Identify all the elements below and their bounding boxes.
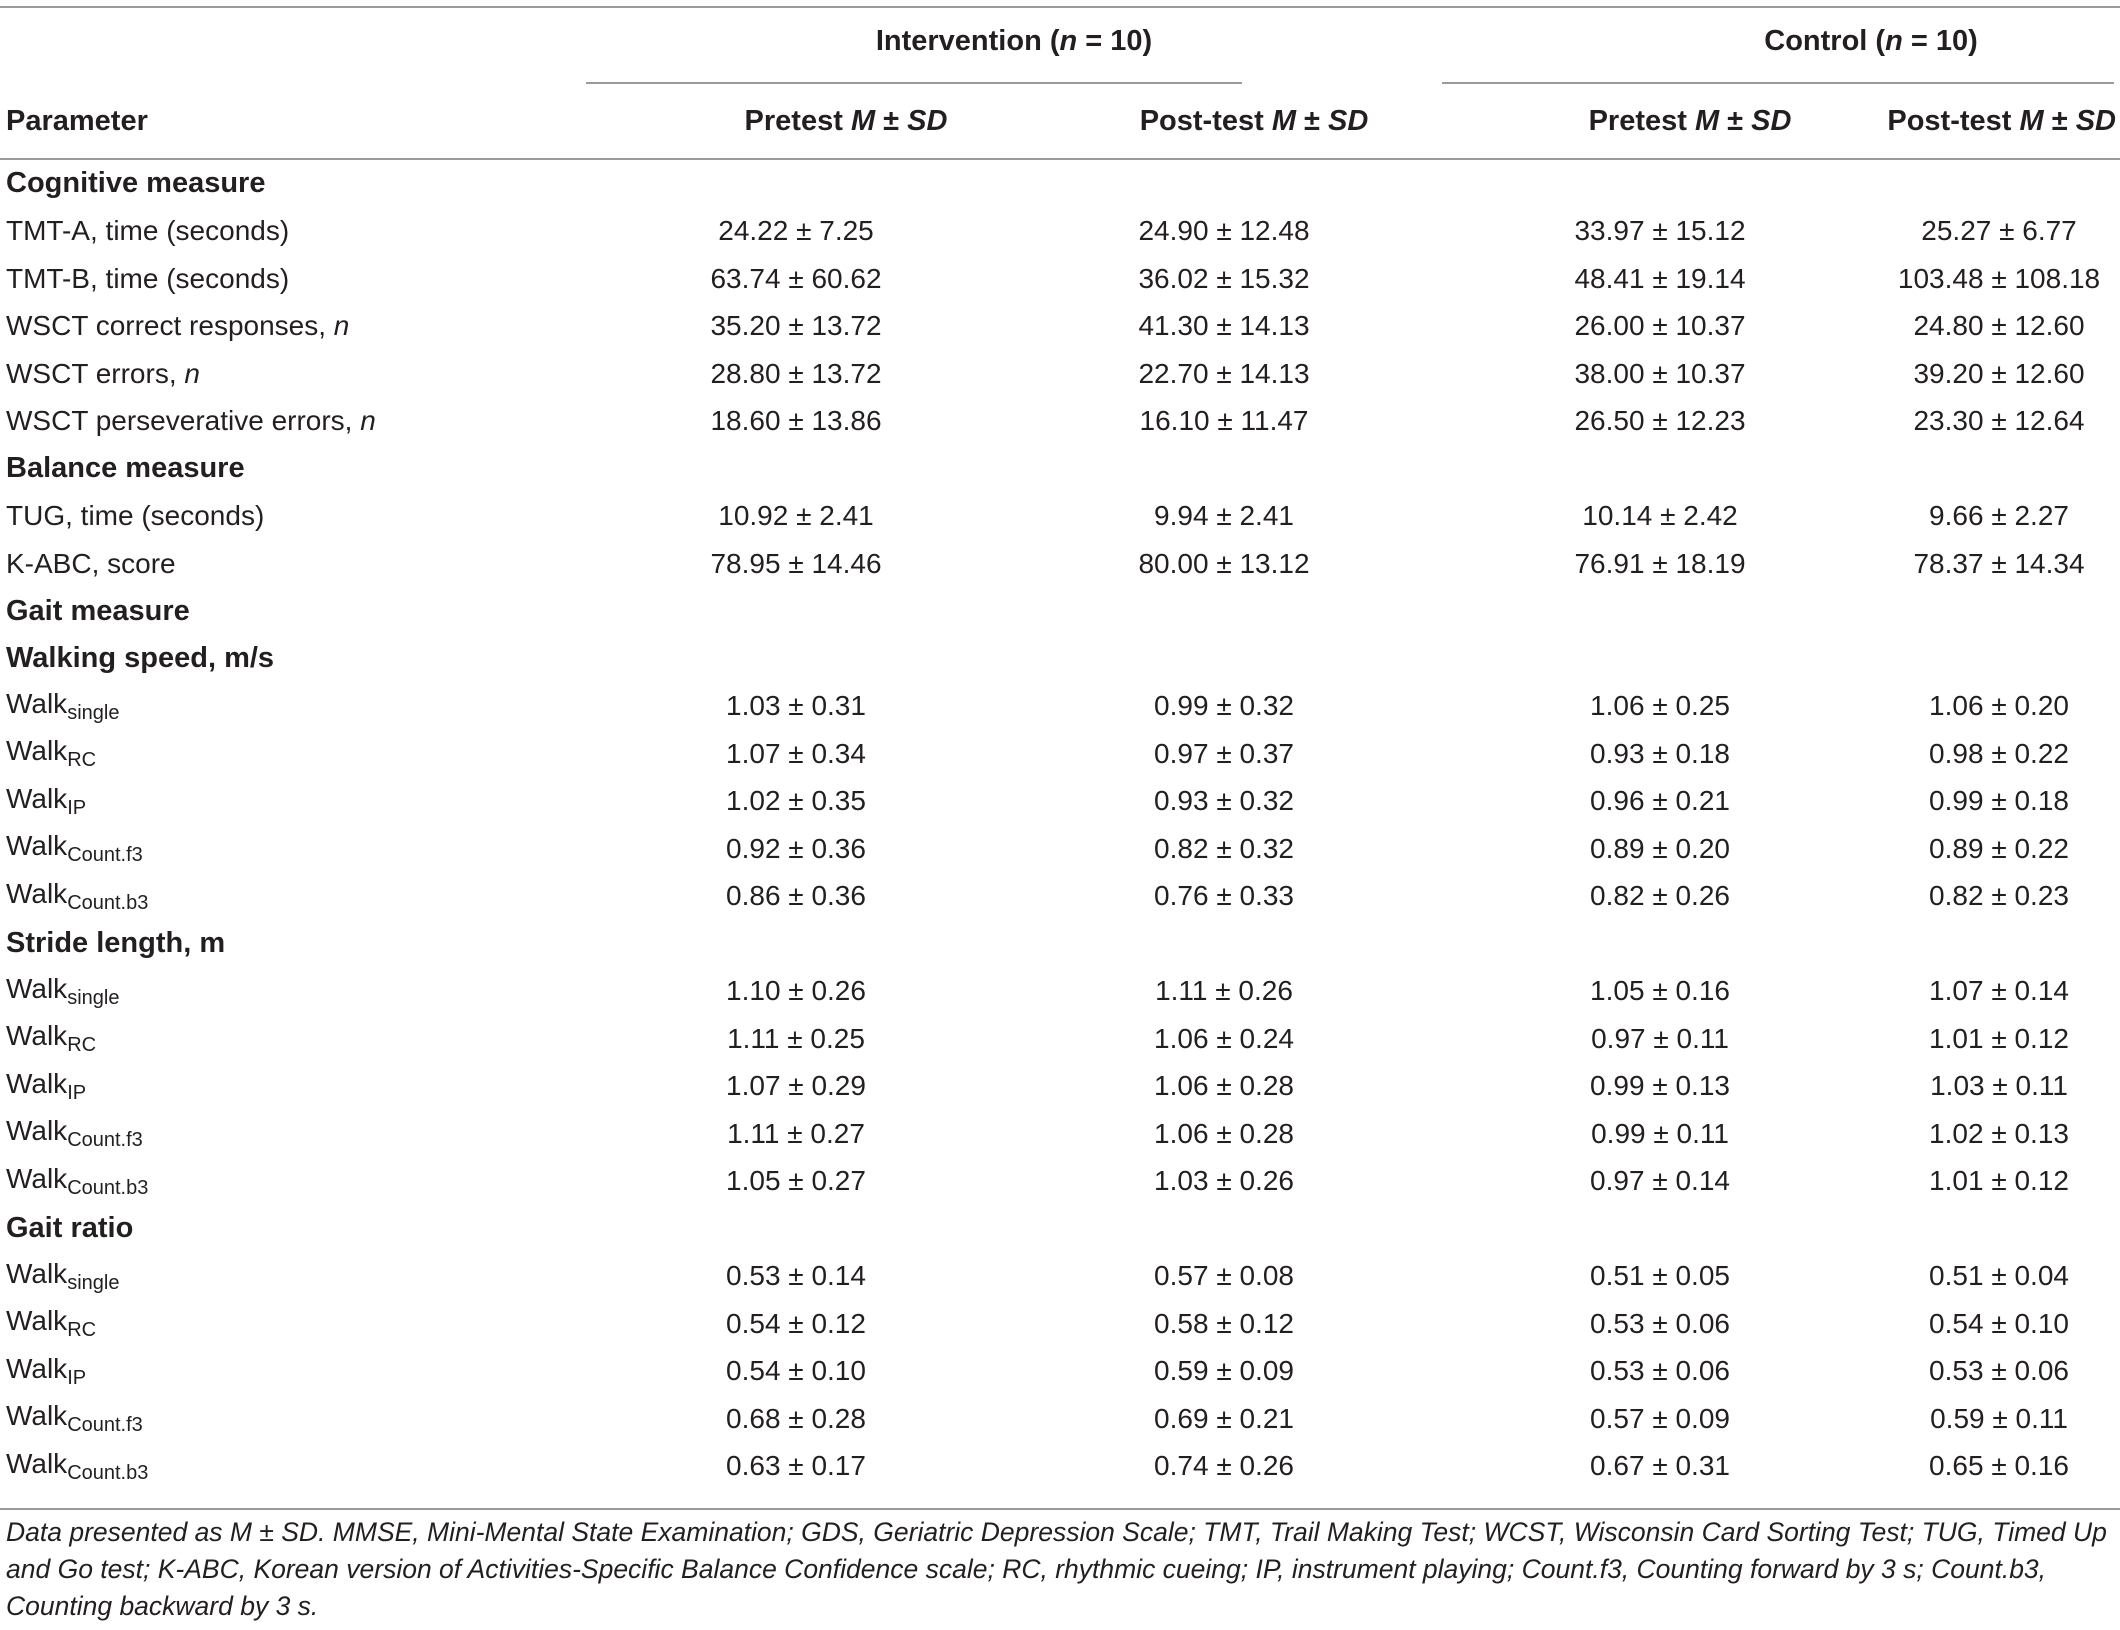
- table-row: [0, 350, 2120, 398]
- value-cell: 1.01 ± 0.12: [1929, 1022, 2069, 1054]
- parameter-cell: Walk$_{Count.b3}$: [6, 1447, 149, 1484]
- table-header: [0, 0, 2120, 160]
- condition-subscript: single: [67, 701, 120, 724]
- table-row: [0, 1158, 2120, 1206]
- condition-subscript: Count.f3: [67, 1414, 143, 1437]
- value-cell: 0.99 ± 0.13: [1590, 1070, 1730, 1102]
- table-row: [0, 825, 2120, 873]
- value-cell: 0.76 ± 0.33: [1154, 880, 1294, 912]
- parameter-cell: K-ABC, score: [6, 547, 176, 579]
- value-cell: 0.98 ± 0.22: [1929, 737, 2069, 769]
- table-row: [0, 873, 2120, 921]
- value-cell: 0.57 ± 0.08: [1154, 1260, 1294, 1292]
- column-header-row: [0, 82, 2120, 160]
- parameter-cell: Walk$_{IP}$: [6, 1352, 87, 1389]
- table-footnote: Data presented as M ± SD. MMSE, Mini-Mental State Examination; GDS, Geriatric Depression Scale; TMT, Trail Making Test; WCST, Wisconsin Card Sorting Test; TUG, Timed Up and Go test; K-ABC, Korean version of Activities-Specific Balance Confidence scale; RC, rhythmic cueing; IP, instrument playing; Count.f3, Counting forward by 3 s; Count.b3, Counting backward by 3 s.: [6, 1517, 2107, 1621]
- value-cell: 39.20 ± 12.60: [1913, 357, 2085, 389]
- parameter-cell: Walk$_{Count.f3}$: [6, 1115, 143, 1152]
- value-cell: 38.00 ± 10.37: [1574, 357, 1746, 389]
- section-row: [0, 635, 2120, 683]
- value-cell: 0.59 ± 0.11: [1930, 1402, 2068, 1434]
- value-cell: 0.57 ± 0.09: [1590, 1402, 1730, 1434]
- value-cell: 0.68 ± 0.28: [726, 1402, 866, 1434]
- value-cell: 22.70 ± 14.13: [1138, 357, 1310, 389]
- value-cell: 0.59 ± 0.09: [1154, 1355, 1294, 1387]
- section-label: Stride length, m: [6, 927, 226, 960]
- value-cell: 0.92 ± 0.36: [726, 832, 866, 864]
- group-control-header: Control (n = 10): [1764, 24, 1978, 57]
- table-row: [0, 968, 2120, 1016]
- value-cell: 23.30 ± 12.64: [1913, 405, 2085, 437]
- value-cell: 0.51 ± 0.04: [1929, 1260, 2069, 1292]
- table-row: [0, 303, 2120, 351]
- table-row: [0, 683, 2120, 731]
- value-cell: 1.07 ± 0.29: [726, 1070, 866, 1102]
- column-header-intervention-posttest: Post-test M ± SD: [1139, 104, 1369, 137]
- table-row: [0, 1110, 2120, 1158]
- value-cell: 0.93 ± 0.18: [1590, 737, 1730, 769]
- value-cell: 1.11 ± 0.26: [1155, 975, 1293, 1007]
- value-cell: 0.51 ± 0.05: [1590, 1260, 1730, 1292]
- value-cell: 80.00 ± 13.12: [1138, 547, 1310, 579]
- value-cell: 0.63 ± 0.17: [726, 1450, 866, 1482]
- value-cell: 0.96 ± 0.21: [1590, 785, 1730, 817]
- group-header-row: [0, 0, 2120, 82]
- value-cell: 24.80 ± 12.60: [1913, 310, 2085, 342]
- value-cell: 0.89 ± 0.20: [1590, 832, 1730, 864]
- value-cell: 1.10 ± 0.26: [726, 975, 866, 1007]
- condition-subscript: single: [67, 986, 120, 1009]
- value-cell: 0.53 ± 0.06: [1590, 1355, 1730, 1387]
- value-cell: 1.05 ± 0.27: [726, 1165, 866, 1197]
- value-cell: 78.37 ± 14.34: [1913, 547, 2085, 579]
- value-cell: 1.03 ± 0.26: [1154, 1165, 1294, 1197]
- value-cell: 0.54 ± 0.10: [1929, 1307, 2069, 1339]
- value-cell: 0.53 ± 0.06: [1590, 1307, 1730, 1339]
- condition-subscript: RC: [67, 749, 97, 772]
- value-cell: 1.05 ± 0.16: [1590, 975, 1730, 1007]
- value-cell: 26.50 ± 12.23: [1574, 405, 1746, 437]
- value-cell: 9.66 ± 2.27: [1929, 500, 2069, 532]
- section-row: [0, 588, 2120, 636]
- table-row: [0, 1253, 2120, 1301]
- table-row: [0, 730, 2120, 778]
- section-label: Gait measure: [6, 594, 190, 627]
- value-cell: 41.30 ± 14.13: [1138, 310, 1310, 342]
- parameter-cell: Walk$_{IP}$: [6, 782, 87, 819]
- table-row: [0, 1015, 2120, 1063]
- value-cell: 1.06 ± 0.28: [1154, 1117, 1294, 1149]
- condition-subscript: RC: [67, 1034, 97, 1057]
- condition-subscript: single: [67, 1271, 120, 1294]
- value-cell: 0.54 ± 0.12: [726, 1307, 866, 1339]
- value-cell: 1.11 ± 0.25: [727, 1022, 865, 1054]
- value-cell: 1.03 ± 0.31: [726, 690, 866, 722]
- section-row: [0, 445, 2120, 493]
- value-cell: 0.54 ± 0.10: [726, 1355, 866, 1387]
- table-row: [0, 778, 2120, 826]
- table-row: [0, 540, 2120, 588]
- value-cell: 1.11 ± 0.27: [727, 1117, 865, 1149]
- value-cell: 0.82 ± 0.23: [1929, 880, 2069, 912]
- section-row: [0, 920, 2120, 968]
- column-header-parameter: Parameter: [6, 104, 148, 137]
- value-cell: 1.02 ± 0.35: [726, 785, 866, 817]
- table-row: [0, 1443, 2120, 1491]
- value-cell: 0.99 ± 0.32: [1154, 690, 1294, 722]
- value-cell: 10.92 ± 2.41: [718, 500, 874, 532]
- value-cell: 35.20 ± 13.72: [710, 310, 882, 342]
- value-cell: 36.02 ± 15.32: [1138, 262, 1310, 294]
- value-cell: 0.97 ± 0.11: [1591, 1022, 1729, 1054]
- value-cell: 24.90 ± 12.48: [1138, 215, 1310, 247]
- column-header-intervention-pretest: Pretest M ± SD: [744, 104, 948, 137]
- value-cell: 1.02 ± 0.13: [1929, 1117, 2069, 1149]
- value-cell: 103.48 ± 108.18: [1897, 262, 2101, 294]
- parameter-cell: WSCT perseverative errors, n: [6, 405, 376, 437]
- value-cell: 1.06 ± 0.20: [1929, 690, 2069, 722]
- value-cell: 0.58 ± 0.12: [1154, 1307, 1294, 1339]
- value-cell: 0.89 ± 0.22: [1929, 832, 2069, 864]
- parameter-cell: Walk$_{single}$: [6, 972, 120, 1009]
- condition-subscript: IP: [67, 796, 87, 819]
- parameter-cell: TMT-A, time (seconds): [6, 215, 290, 247]
- value-cell: 1.07 ± 0.14: [1929, 975, 2069, 1007]
- bottom-rule: [0, 1508, 2120, 1510]
- value-cell: 33.97 ± 15.12: [1574, 215, 1746, 247]
- value-cell: 1.01 ± 0.12: [1929, 1165, 2069, 1197]
- section-label: Cognitive measure: [6, 167, 266, 200]
- empty-header-cell: [0, 0, 586, 82]
- value-cell: 28.80 ± 13.72: [710, 357, 882, 389]
- condition-subscript: IP: [67, 1366, 87, 1389]
- value-cell: 24.22 ± 7.25: [718, 215, 874, 247]
- value-cell: 0.99 ± 0.18: [1929, 785, 2069, 817]
- value-cell: 0.74 ± 0.26: [1154, 1450, 1294, 1482]
- parameter-cell: Walk$_{IP}$: [6, 1067, 87, 1104]
- value-cell: 1.06 ± 0.28: [1154, 1070, 1294, 1102]
- value-cell: 9.94 ± 2.41: [1154, 500, 1294, 532]
- value-cell: 48.41 ± 19.14: [1574, 262, 1746, 294]
- condition-subscript: IP: [67, 1081, 87, 1104]
- value-cell: 0.97 ± 0.14: [1590, 1165, 1730, 1197]
- table-row: [0, 1300, 2120, 1348]
- section-row: [0, 1205, 2120, 1253]
- parameter-cell: Walk$_{Count.b3}$: [6, 877, 149, 914]
- parameter-cell: TUG, time (seconds): [6, 500, 265, 532]
- value-cell: 1.07 ± 0.34: [726, 737, 866, 769]
- condition-subscript: Count.f3: [67, 844, 143, 867]
- table-row: [0, 1395, 2120, 1443]
- value-cell: 1.06 ± 0.24: [1154, 1022, 1294, 1054]
- section-label: Balance measure: [6, 452, 245, 485]
- parameter-cell: Walk$_{RC}$: [6, 735, 97, 772]
- table-row: [0, 208, 2120, 256]
- table-row: [0, 493, 2120, 541]
- value-cell: 10.14 ± 2.42: [1582, 500, 1738, 532]
- value-cell: 0.86 ± 0.36: [726, 880, 866, 912]
- value-cell: 76.91 ± 18.19: [1574, 547, 1746, 579]
- value-cell: 0.67 ± 0.31: [1590, 1450, 1730, 1482]
- parameter-cell: WSCT errors, n: [6, 357, 200, 389]
- value-cell: 16.10 ± 11.47: [1139, 405, 1309, 437]
- table-body: [0, 160, 2120, 1490]
- column-header-control-posttest: Post-test M ± SD: [1887, 104, 2117, 137]
- value-cell: 0.69 ± 0.21: [1154, 1402, 1294, 1434]
- value-cell: 0.82 ± 0.32: [1154, 832, 1294, 864]
- value-cell: 25.27 ± 6.77: [1921, 215, 2077, 247]
- value-cell: 63.74 ± 60.62: [710, 262, 882, 294]
- condition-subscript: Count.f3: [67, 1129, 143, 1152]
- value-cell: 0.82 ± 0.26: [1590, 880, 1730, 912]
- condition-subscript: Count.b3: [67, 891, 149, 914]
- group-intervention-header: Intervention (n = 10): [875, 24, 1153, 57]
- table-row: [0, 255, 2120, 303]
- condition-subscript: Count.b3: [67, 1176, 149, 1199]
- parameter-cell: Walk$_{Count.b3}$: [6, 1162, 149, 1199]
- condition-subscript: Count.b3: [67, 1461, 149, 1484]
- parameter-cell: WSCT correct responses, n: [6, 310, 350, 342]
- value-cell: 0.93 ± 0.32: [1154, 785, 1294, 817]
- value-cell: 1.03 ± 0.11: [1930, 1070, 2068, 1102]
- section-row: [0, 160, 2120, 208]
- table-row: [0, 1063, 2120, 1111]
- section-label: Gait ratio: [6, 1212, 134, 1245]
- parameter-cell: TMT-B, time (seconds): [6, 262, 290, 294]
- condition-subscript: RC: [67, 1319, 97, 1342]
- column-header-control-pretest: Pretest M ± SD: [1588, 104, 1792, 137]
- section-label: Walking speed, m/s: [6, 642, 275, 675]
- parameter-cell: Walk$_{RC}$: [6, 1305, 97, 1342]
- value-cell: 0.97 ± 0.37: [1154, 737, 1294, 769]
- table-row: [0, 398, 2120, 446]
- value-cell: 0.53 ± 0.06: [1929, 1355, 2069, 1387]
- value-cell: 0.53 ± 0.14: [726, 1260, 866, 1292]
- value-cell: 1.06 ± 0.25: [1590, 690, 1730, 722]
- parameter-cell: Walk$_{RC}$: [6, 1020, 97, 1057]
- value-cell: 0.99 ± 0.11: [1591, 1117, 1729, 1149]
- parameter-cell: Walk$_{Count.f3}$: [6, 830, 143, 867]
- value-cell: 0.65 ± 0.16: [1929, 1450, 2069, 1482]
- value-cell: 26.00 ± 10.37: [1574, 310, 1746, 342]
- parameter-cell: Walk$_{single}$: [6, 687, 120, 724]
- table-row: [0, 1348, 2120, 1396]
- parameter-cell: Walk$_{Count.f3}$: [6, 1400, 143, 1437]
- value-cell: 18.60 ± 13.86: [710, 405, 882, 437]
- value-cell: 78.95 ± 14.46: [710, 547, 882, 579]
- parameter-cell: Walk$_{single}$: [6, 1257, 120, 1294]
